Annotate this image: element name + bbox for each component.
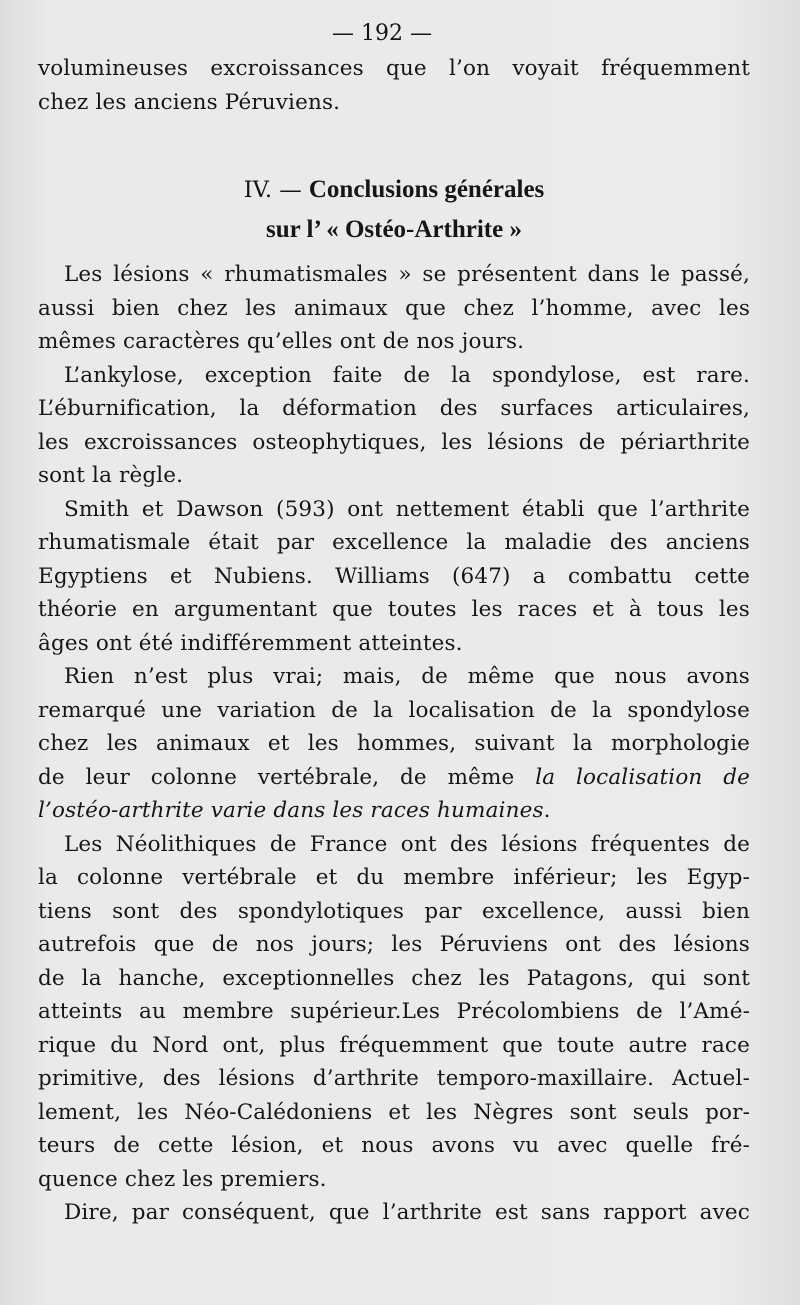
book-page [38, 16, 750, 1230]
text-line: âges ont été indifféremment atteintes. [38, 630, 463, 656]
text-line: Les Néolithiques de France ont des lésions fréquentes de [64, 831, 750, 857]
section-numeral: IV. [243, 177, 273, 203]
italic-run: l’ostéo-arthrite varie dans les races humaines [38, 798, 544, 823]
text-line: L’ankylose, exception faite de la spondylose, est rare. [64, 362, 750, 388]
carry-over-paragraph [38, 52, 750, 119]
text-line: primitive, des lésions d’arthrite temporo-maxillaire. Actuel- [38, 1066, 750, 1091]
page-number: — 192 — [332, 21, 432, 46]
text-line: volumineuses excroissances que l’on voyait fréquemment [38, 56, 750, 81]
text-line-italic [38, 794, 750, 828]
text-line: chez les anciens Péruviens. [38, 89, 341, 115]
text-line-mixed [38, 761, 750, 795]
text-line: de la hanche, exceptionnelles chez les Patagons, qui sont [38, 965, 750, 991]
text-line: aussi bien chez les animaux que chez l’homme, avec les [38, 295, 750, 321]
text-line: autrefois que de nos jours; les Péruviens ont des lésions [38, 932, 750, 957]
text-line: rique du Nord ont, plus fréquemment que toute autre race [38, 1032, 750, 1058]
text-line: Les lésions « rhumatismales » se présentent dans le passé, [64, 262, 750, 287]
paragraph-2 [38, 359, 750, 493]
text-line: quence chez les premiers. [38, 1166, 327, 1192]
text-line: remarqué une variation de la localisation de la spondylose [38, 697, 750, 723]
text-line: mêmes caractères qu’elles ont de nos jours. [38, 329, 525, 354]
section-title-line-1: Conclusions générales [308, 176, 545, 203]
text-line: tiens sont des spondylotiques par excellence, aussi bien [38, 898, 750, 924]
text-line: les excroissances osteophytiques, les lésions de périarthrite [38, 429, 750, 455]
text-line: Egyptiens et Nubiens. Williams (647) a combattu cette [38, 563, 750, 589]
section-heading-line-1 [38, 170, 750, 210]
text-line: sont la règle. [38, 463, 184, 488]
italic-run: la localisation de [535, 764, 750, 790]
paragraph-4 [38, 660, 750, 828]
section-heading [38, 170, 750, 250]
text-line: la colonne vertébrale et du membre inférieur; les Egyp- [38, 865, 750, 890]
text-line: Rien n’est plus vrai; mais, de même que nous avons [64, 664, 750, 689]
text-line: théorie en argumentant que toutes les races et à tous les [38, 597, 750, 622]
text-run: . [543, 798, 551, 823]
paragraph-6 [38, 1196, 750, 1230]
text-line: L’éburnification, la déformation des surfaces articulaires, [38, 396, 750, 421]
text-line: teurs de cette lésion, et nous avons vu avec quelle fré- [38, 1133, 750, 1158]
text-line: rhumatismale était par excellence la maladie des anciens [38, 530, 750, 555]
text-run: de leur colonne vertébrale, de même [38, 764, 515, 790]
paragraph-1 [38, 258, 750, 359]
paragraph-3 [38, 493, 750, 661]
text-line: chez les animaux et les hommes, suivant la morphologie [38, 731, 750, 756]
text-line: Dire, par conséquent, que l’arthrite est sans rapport avec [64, 1200, 750, 1225]
section-heading-line-2 [38, 210, 750, 250]
text-line: Smith et Dawson (593) ont nettement établi que l’arthrite [64, 496, 750, 522]
text-line: lement, les Néo-Calédoniens et les Nègres sont seuls por- [38, 1099, 750, 1125]
section-title-line-2: sur l’ « Ostéo-Arthrite » [266, 216, 522, 243]
text-line: atteints au membre supérieur.Les Précolombiens de l’Amé- [38, 999, 750, 1024]
paragraph-5 [38, 828, 750, 1197]
section-dash: — [279, 177, 302, 203]
